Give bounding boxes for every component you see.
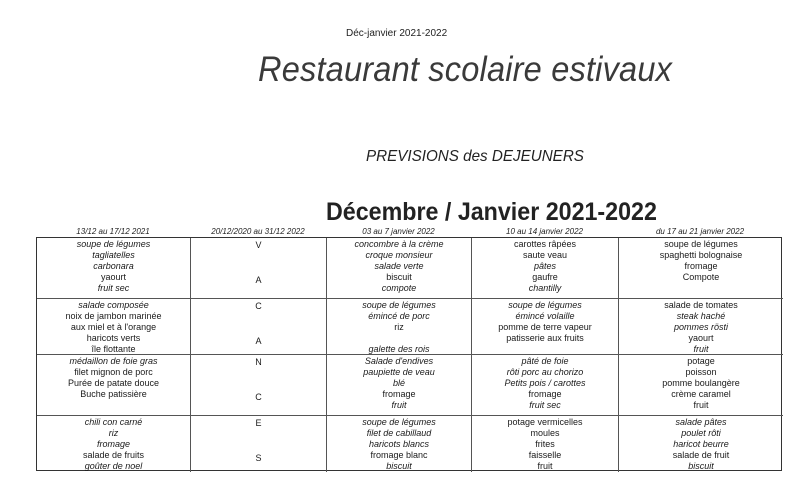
menu-item: tagliatelles [92, 250, 135, 260]
menu-cell [472, 299, 619, 355]
menu-item: île flottante [91, 344, 136, 354]
menu-cell [619, 416, 783, 472]
menu-item: salade de fruits [82, 450, 145, 460]
menu-item: paupiette de veau [363, 367, 435, 377]
menu-item: salade de tomates [664, 300, 738, 310]
period-heading: Décembre / Janvier 2021-2022 [326, 198, 657, 226]
menu-item: émincé volaille [515, 311, 575, 321]
menu-item: concombre à la crème [354, 239, 444, 249]
menu-item: carbonara [93, 261, 134, 271]
menu-cell [191, 416, 327, 472]
week-header: 10 au 14 janvier 2022 [506, 227, 583, 236]
menu-item: fromage blanc [370, 450, 428, 460]
menu-item: saute veau [522, 250, 568, 260]
menu-item: aux miel et à l'orange [70, 322, 157, 332]
menu-item: pomme de terre vapeur [498, 322, 592, 332]
menu-item: noix de jambon marinée [65, 311, 162, 321]
menu-item: soupe de légumes [76, 239, 151, 249]
menu-item: pâtes [533, 261, 557, 271]
menu-item: pomme boulangère [662, 378, 740, 388]
menu-item: Petits pois / carottes [504, 378, 586, 388]
menu-item: salade verte [374, 261, 424, 271]
menu-cell [472, 355, 619, 416]
menu-cell [619, 238, 783, 299]
menu-item: soupe de légumes [508, 300, 582, 310]
menu-item: salade de fruit [672, 450, 730, 460]
menu-item: chili con carné [84, 417, 143, 427]
menu-item: soupe de légumes [362, 300, 436, 310]
menu-item: Compote [682, 272, 720, 282]
menu-cell [191, 238, 327, 299]
week-header: 13/12 au 17/12 2021 [76, 227, 150, 236]
menu-item: carottes râpées [513, 239, 577, 249]
menu-item: fruit sec [97, 283, 130, 293]
menu-item: fromage [382, 389, 416, 399]
menu-item: fruit [537, 461, 553, 471]
menu-item: pâté de foie [521, 356, 569, 366]
menu-item: riz [394, 322, 404, 332]
menu-cell [327, 416, 472, 472]
menu-item: fruit [693, 400, 709, 410]
date-line: Déc-janvier 2021-2022 [346, 28, 448, 39]
menu-item: patisserie aux fruits [506, 333, 584, 343]
holiday-letter: E [255, 418, 262, 428]
menu-item: poulet rôti [681, 428, 721, 438]
menu-item: soupe de légumes [664, 239, 738, 249]
menu-cell [327, 238, 472, 299]
menu-item: fruit [391, 400, 407, 410]
menu-cell [472, 416, 619, 472]
menu-item: crème caramel [671, 389, 731, 399]
menu-item: rôti porc au chorizo [506, 367, 584, 377]
menu-cell [37, 238, 191, 299]
menu-item: fruit sec [529, 400, 561, 410]
holiday-letter: C [255, 301, 262, 311]
menu-item: steak haché [676, 311, 726, 321]
menu-item: haricot beurre [673, 439, 729, 449]
menu-cell [37, 299, 191, 355]
menu-item: yaourt [688, 333, 714, 343]
menu-item: chantilly [528, 283, 562, 293]
menu-item: médaillon de foie gras [69, 356, 158, 366]
menu-table [36, 237, 782, 471]
menu-item: spaghetti bolognaise [659, 250, 743, 260]
week-header: du 17 au 21 janvier 2022 [655, 227, 745, 236]
menu-cell [327, 355, 472, 416]
menu-item: Buche patissière [80, 389, 147, 399]
menu-item: frites [535, 439, 555, 449]
week-header: 20/12/2020 au 31/12 2022 [211, 227, 305, 236]
menu-cell [37, 416, 191, 472]
menu-cell [191, 355, 327, 416]
menu-item: goûter de noel [84, 461, 143, 471]
menu-item: yaourt [100, 272, 126, 282]
menu-item: soupe de légumes [362, 417, 436, 427]
menu-cell [619, 299, 783, 355]
holiday-letter: V [255, 240, 262, 250]
menu-cell [472, 238, 619, 299]
menu-item: fromage [684, 261, 718, 271]
page-title: Restaurant scolaire estivaux [258, 50, 673, 89]
menu-item: potage [687, 356, 715, 366]
menu-item: filet mignon de porc [74, 367, 153, 377]
menu-item: haricots blancs [368, 439, 430, 449]
menu-cell [327, 299, 472, 355]
holiday-letter: A [255, 275, 262, 285]
menu-item: compote [381, 283, 417, 293]
holiday-letter: N [255, 357, 262, 367]
menu-item: biscuit [386, 272, 412, 282]
menu-cell [37, 355, 191, 416]
menu-item: blé [392, 378, 405, 388]
menu-item: biscuit [386, 461, 412, 471]
menu-item: Salade d'endives [364, 356, 434, 366]
holiday-letter: S [255, 453, 262, 463]
menu-item: fromage [96, 439, 131, 449]
menu-cell [619, 355, 783, 416]
menu-item [327, 333, 471, 344]
holiday-letter: C [255, 392, 262, 402]
menu-item: croque monsieur [365, 250, 433, 260]
menu-item: gaufre [532, 272, 558, 282]
menu-item: fromage [528, 389, 562, 399]
menu-item: potage vermicelles [507, 417, 583, 427]
menu-item: moules [530, 428, 560, 438]
menu-item: salade composée [78, 300, 149, 310]
menu-item: émincé de porc [368, 311, 430, 321]
week-header-row [36, 227, 784, 237]
subtitle: PREVISIONS des DEJEUNERS [366, 148, 584, 165]
menu-item: galette des rois [368, 344, 430, 354]
menu-item: filet de cabillaud [366, 428, 432, 438]
menu-item: haricots verts [86, 333, 141, 343]
week-header: 03 au 7 janvier 2022 [362, 227, 435, 236]
menu-item: Purée de patate douce [67, 378, 160, 388]
menu-item: riz [108, 428, 119, 438]
menu-item: poisson [685, 367, 717, 377]
menu-item: salade pâtes [675, 417, 727, 427]
menu-item: biscuit [688, 461, 714, 471]
holiday-letter: A [255, 336, 262, 346]
menu-cell [191, 299, 327, 355]
menu-item: faisselle [528, 450, 562, 460]
menu-item: fruit [693, 344, 709, 354]
menu-item: pommes rösti [673, 322, 728, 332]
